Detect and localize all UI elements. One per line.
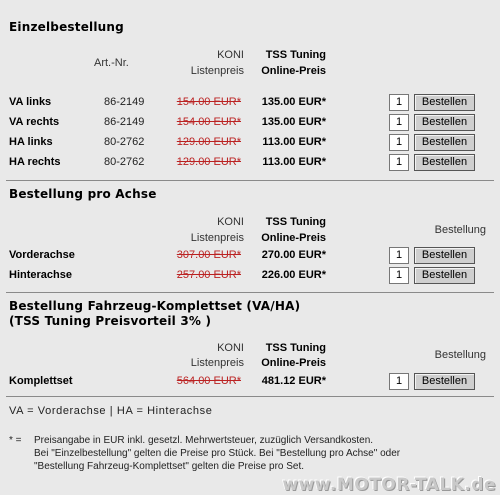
- list-price: 129.00 EUR*: [176, 136, 241, 148]
- footnote-line: Preisangabe in EUR inkl. gesetzl. Mehrwertsteuer, zuzüglich Versandkosten.: [34, 435, 374, 446]
- footnote-line: "Bestellung Fahrzeug-Komplettset" gelten die Preise pro Set.: [34, 461, 305, 472]
- row-label: Vorderachse: [9, 249, 75, 261]
- col-header-listenpreis: Listenpreis: [190, 357, 244, 369]
- list-price: 129.00 EUR*: [176, 156, 241, 168]
- col-header-online-preis: Online-Preis: [261, 232, 326, 244]
- online-price: 113.00 EUR*: [262, 136, 326, 148]
- section-title-pro-achse: Bestellung pro Achse: [9, 187, 157, 201]
- article-number: 80-2762: [104, 136, 145, 148]
- col-header-koni: KONI: [217, 216, 244, 228]
- section-subtitle-preisvorteil: (TSS Tuning Preisvorteil 3% ): [9, 314, 212, 328]
- online-price: 135.00 EUR*: [261, 96, 326, 108]
- bestellen-button[interactable]: Bestellen: [414, 114, 475, 131]
- article-number: 86-2149: [104, 96, 145, 108]
- row-label: Komplettset: [9, 375, 73, 387]
- footnote-line: Bei "Einzelbestellung" gelten die Preise pro Stück. Bei "Bestellung pro Achse" oder: [34, 448, 401, 459]
- bestellen-button[interactable]: Bestellen: [414, 134, 475, 151]
- col-header-koni: KONI: [217, 49, 244, 61]
- quantity-input[interactable]: 1: [389, 154, 409, 171]
- quantity-input[interactable]: 1: [389, 94, 409, 111]
- row-label: VA links: [9, 96, 52, 108]
- col-header-tss-tuning: TSS Tuning: [265, 216, 326, 228]
- row-label: HA rechts: [9, 156, 61, 168]
- quantity-input[interactable]: 1: [389, 114, 409, 131]
- col-header-listenpreis: Listenpreis: [190, 232, 244, 244]
- list-price: 154.00 EUR*: [176, 116, 241, 128]
- col-header-tss-tuning: TSS Tuning: [265, 342, 326, 354]
- row-label: VA rechts: [9, 116, 60, 128]
- col-header-bestellung: Bestellung: [434, 349, 486, 361]
- list-price: 564.00 EUR*: [176, 375, 241, 387]
- abbreviation-legend: VA = Vorderachse | HA = Hinterachse: [9, 405, 213, 417]
- online-price: 226.00 EUR*: [261, 269, 326, 281]
- online-price: 481.12 EUR*: [261, 375, 326, 387]
- quantity-input[interactable]: 1: [389, 247, 409, 264]
- bestellen-button[interactable]: Bestellen: [414, 373, 475, 390]
- online-price: 270.00 EUR*: [261, 249, 326, 261]
- bestellen-button[interactable]: Bestellen: [414, 267, 475, 284]
- col-header-tss-tuning: TSS Tuning: [265, 49, 326, 61]
- online-price: 135.00 EUR*: [261, 116, 326, 128]
- bestellen-button[interactable]: Bestellen: [414, 154, 475, 171]
- list-price: 307.00 EUR*: [176, 249, 241, 261]
- col-header-online-preis: Online-Preis: [261, 357, 326, 369]
- section-title-einzelbestellung: Einzelbestellung: [9, 20, 124, 34]
- divider: [6, 292, 494, 293]
- section-title-komplettset: Bestellung Fahrzeug-Komplettset (VA/HA): [9, 299, 301, 313]
- quantity-input[interactable]: 1: [389, 373, 409, 390]
- article-number: 80-2762: [104, 156, 145, 168]
- watermark-motor-talk: www.MOTOR-TALK.de: [282, 475, 496, 495]
- col-header-listenpreis: Listenpreis: [190, 65, 244, 77]
- col-header-online-preis: Online-Preis: [261, 65, 326, 77]
- bestellen-button[interactable]: Bestellen: [414, 247, 475, 264]
- footnote-marker: * =: [9, 435, 22, 446]
- list-price: 257.00 EUR*: [176, 269, 241, 281]
- divider: [6, 180, 494, 181]
- online-price: 113.00 EUR*: [262, 156, 326, 168]
- article-number: 86-2149: [104, 116, 145, 128]
- quantity-input[interactable]: 1: [389, 134, 409, 151]
- row-label: HA links: [9, 136, 53, 148]
- col-header-koni: KONI: [217, 342, 244, 354]
- col-header-art-nr: Art.-Nr.: [94, 57, 129, 69]
- quantity-input[interactable]: 1: [389, 267, 409, 284]
- divider: [6, 396, 494, 397]
- row-label: Hinterachse: [9, 269, 72, 281]
- col-header-bestellung: Bestellung: [434, 224, 486, 236]
- list-price: 154.00 EUR*: [176, 96, 241, 108]
- bestellen-button[interactable]: Bestellen: [414, 94, 475, 111]
